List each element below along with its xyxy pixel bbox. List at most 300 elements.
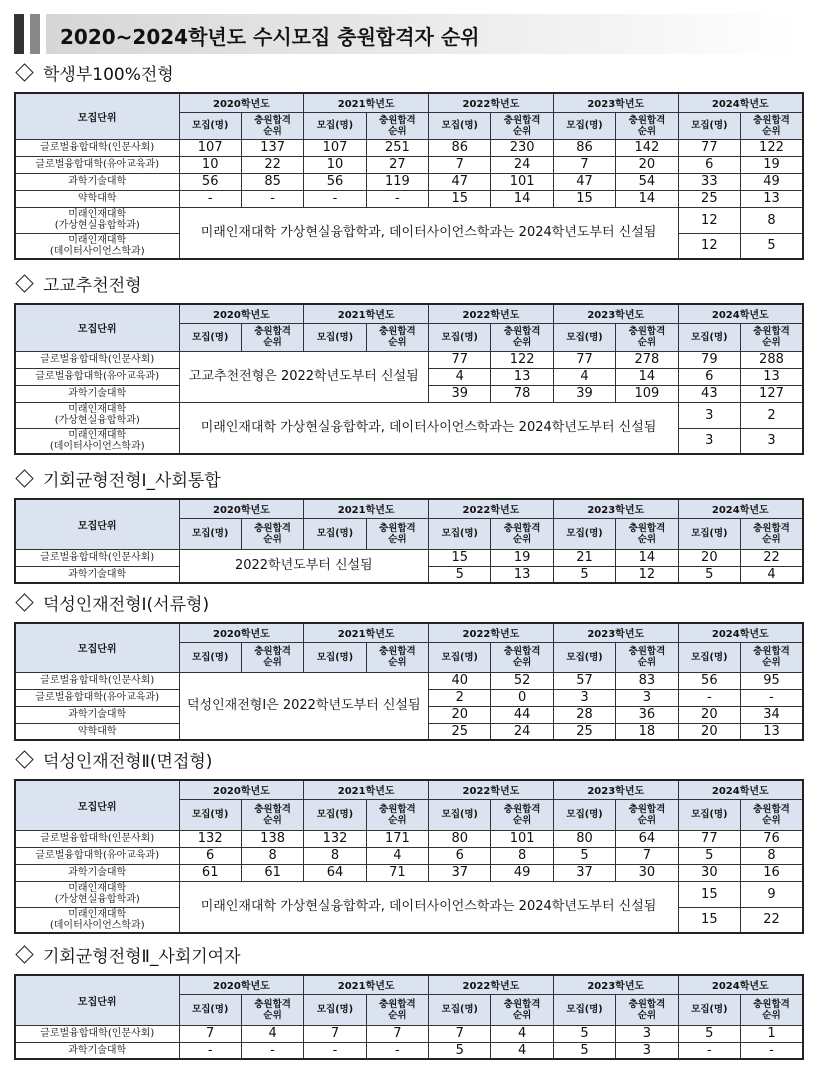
value-cell: -: [678, 1042, 740, 1059]
recruit-count-header: 모집(명): [304, 518, 366, 549]
value-cell: 5: [678, 1025, 740, 1042]
unit-header: 모집단위: [15, 93, 179, 139]
value-cell: 101: [491, 830, 553, 847]
value-cell: 7: [616, 847, 678, 864]
value-cell: 20: [678, 549, 740, 566]
value-cell: 12: [616, 566, 678, 583]
value-cell: 13: [741, 368, 803, 385]
value-cell: 77: [678, 139, 740, 156]
year-header: 2022학년도: [429, 780, 554, 799]
table-row: [15, 190, 803, 207]
row-label: 미래인재대학 (가상현실융합학과): [15, 402, 179, 428]
value-cell: 278: [616, 351, 678, 368]
table-row: [15, 672, 803, 689]
value-cell: 5: [553, 847, 615, 864]
value-cell: 12: [678, 233, 740, 259]
year-header: 2022학년도: [429, 623, 554, 642]
rank-header: 충원합격 순위: [491, 642, 553, 672]
value-cell: 77: [429, 351, 491, 368]
page-title-text: 2020~2024학년도 수시모집 충원합격자 순위: [60, 25, 480, 49]
recruit-count-header: 모집(명): [429, 994, 491, 1025]
value-cell: 132: [304, 830, 366, 847]
year-header: 2021학년도: [304, 499, 429, 518]
value-cell: 5: [678, 566, 740, 583]
recruit-count-header: 모집(명): [678, 112, 740, 139]
rank-header: 충원합격 순위: [741, 323, 803, 351]
value-cell: 61: [241, 864, 303, 881]
value-cell: 27: [366, 156, 428, 173]
value-cell: 47: [429, 173, 491, 190]
value-cell: 86: [429, 139, 491, 156]
value-cell: 12: [678, 207, 740, 233]
row-label: 약학대학: [15, 723, 179, 740]
value-cell: 15: [429, 549, 491, 566]
section-title-text: 기회균형전형Ⅱ_사회기여자: [43, 947, 241, 967]
recruit-count-header: 모집(명): [429, 642, 491, 672]
value-cell: 25: [429, 723, 491, 740]
value-cell: 5: [429, 566, 491, 583]
diamond-icon: [15, 274, 33, 292]
year-header: 2023학년도: [553, 93, 678, 112]
diamond-icon: [15, 750, 33, 768]
value-cell: 43: [678, 385, 740, 402]
diamond-icon: [15, 593, 33, 611]
note-cell: 고교추천전형은 2022학년도부터 신설됨: [179, 351, 429, 402]
note-cell: 미래인재대학 가상현실융합학과, 데이터사이언스학과는 2024학년도부터 신설됨: [179, 881, 678, 933]
value-cell: 8: [241, 847, 303, 864]
value-cell: 142: [616, 139, 678, 156]
rank-header: 충원합격 순위: [491, 518, 553, 549]
value-cell: 6: [429, 847, 491, 864]
value-cell: 3: [553, 689, 615, 706]
results-table: [14, 498, 804, 584]
rank-header: 충원합격 순위: [616, 112, 678, 139]
value-cell: 13: [491, 368, 553, 385]
value-cell: -: [241, 1042, 303, 1059]
header-row-years: [15, 975, 803, 994]
year-header: 2024학년도: [678, 780, 803, 799]
value-cell: 37: [429, 864, 491, 881]
value-cell: 7: [304, 1025, 366, 1042]
value-cell: 56: [179, 173, 241, 190]
unit-header: 모집단위: [15, 623, 179, 672]
recruit-count-header: 모집(명): [304, 994, 366, 1025]
rank-header: 충원합격 순위: [741, 994, 803, 1025]
value-cell: 3: [741, 428, 803, 454]
value-cell: -: [678, 689, 740, 706]
recruit-count-header: 모집(명): [553, 642, 615, 672]
value-cell: -: [741, 1042, 803, 1059]
value-cell: 5: [553, 566, 615, 583]
value-cell: 16: [741, 864, 803, 881]
note-cell: 덕성인재전형Ⅰ은 2022학년도부터 신설됨: [179, 672, 429, 740]
rank-header: 충원합격 순위: [491, 112, 553, 139]
row-label: 미래인재대학 (가상현실융합학과): [15, 207, 179, 233]
value-cell: 10: [179, 156, 241, 173]
value-cell: 7: [179, 1025, 241, 1042]
title-accent-bar-dark: [14, 14, 24, 54]
note-cell: 미래인재대학 가상현실융합학과, 데이터사이언스학과는 2024학년도부터 신설됨: [179, 207, 678, 259]
value-cell: 56: [304, 173, 366, 190]
value-cell: 119: [366, 173, 428, 190]
value-cell: 20: [616, 156, 678, 173]
value-cell: 3: [616, 689, 678, 706]
row-label: 과학기술대학: [15, 385, 179, 402]
header-row-years: [15, 304, 803, 323]
value-cell: 30: [678, 864, 740, 881]
value-cell: -: [241, 190, 303, 207]
value-cell: 9: [741, 881, 803, 907]
rank-header: 충원합격 순위: [741, 642, 803, 672]
section-title: [14, 275, 142, 297]
value-cell: 3: [678, 428, 740, 454]
value-cell: 20: [429, 706, 491, 723]
note-cell: 2022학년도부터 신설됨: [179, 549, 429, 583]
value-cell: 39: [429, 385, 491, 402]
rank-header: 충원합격 순위: [366, 518, 428, 549]
value-cell: 6: [678, 156, 740, 173]
row-label: 글로벌융합대학(유아교육과): [15, 156, 179, 173]
value-cell: 64: [616, 830, 678, 847]
value-cell: 25: [553, 723, 615, 740]
value-cell: 20: [678, 723, 740, 740]
year-header: 2023학년도: [553, 623, 678, 642]
year-header: 2022학년도: [429, 499, 554, 518]
value-cell: 122: [741, 139, 803, 156]
table-row: [15, 139, 803, 156]
recruit-count-header: 모집(명): [429, 799, 491, 830]
header-row-years: [15, 93, 803, 112]
value-cell: 5: [553, 1042, 615, 1059]
value-cell: 127: [741, 385, 803, 402]
rank-header: 충원합격 순위: [366, 642, 428, 672]
recruit-count-header: 모집(명): [553, 323, 615, 351]
value-cell: 7: [553, 156, 615, 173]
results-table: [14, 974, 804, 1060]
row-label: 글로벌융합대학(유아교육과): [15, 368, 179, 385]
value-cell: 86: [553, 139, 615, 156]
table-row: [15, 847, 803, 864]
value-cell: -: [366, 190, 428, 207]
row-label: 과학기술대학: [15, 864, 179, 881]
value-cell: 14: [616, 190, 678, 207]
value-cell: 10: [304, 156, 366, 173]
value-cell: 39: [553, 385, 615, 402]
row-label: 과학기술대학: [15, 566, 179, 583]
recruit-count-header: 모집(명): [304, 642, 366, 672]
rank-header: 충원합격 순위: [491, 994, 553, 1025]
value-cell: 34: [741, 706, 803, 723]
row-label: 글로벌융합대학(인문사회): [15, 549, 179, 566]
value-cell: 3: [678, 402, 740, 428]
recruit-count-header: 모집(명): [678, 518, 740, 549]
table-row: [15, 549, 803, 566]
section-title-text: 고교추천전형: [43, 276, 142, 296]
year-header: 2020학년도: [179, 623, 304, 642]
value-cell: 14: [491, 190, 553, 207]
year-header: 2021학년도: [304, 304, 429, 323]
value-cell: 7: [429, 1025, 491, 1042]
year-header: 2021학년도: [304, 975, 429, 994]
rank-header: 충원합격 순위: [241, 994, 303, 1025]
table-row: [15, 1042, 803, 1059]
value-cell: -: [741, 689, 803, 706]
value-cell: 19: [491, 549, 553, 566]
value-cell: 15: [678, 881, 740, 907]
section-title: [14, 946, 241, 968]
recruit-count-header: 모집(명): [179, 323, 241, 351]
recruit-count-header: 모집(명): [179, 994, 241, 1025]
year-header: 2021학년도: [304, 623, 429, 642]
rank-header: 충원합격 순위: [491, 799, 553, 830]
recruit-count-header: 모집(명): [678, 799, 740, 830]
rank-header: 충원합격 순위: [366, 994, 428, 1025]
title-accent-bar-light: [30, 14, 40, 54]
value-cell: 77: [553, 351, 615, 368]
value-cell: 56: [678, 672, 740, 689]
value-cell: 36: [616, 706, 678, 723]
value-cell: 138: [241, 830, 303, 847]
table-row: [15, 173, 803, 190]
header-row-years: [15, 499, 803, 518]
value-cell: 47: [553, 173, 615, 190]
recruit-count-header: 모집(명): [304, 323, 366, 351]
rank-header: 충원합격 순위: [241, 799, 303, 830]
year-header: 2021학년도: [304, 93, 429, 112]
year-header: 2024학년도: [678, 975, 803, 994]
header-row-years: [15, 623, 803, 642]
recruit-count-header: 모집(명): [678, 994, 740, 1025]
header-row-years: [15, 780, 803, 799]
unit-header: 모집단위: [15, 499, 179, 549]
year-header: 2020학년도: [179, 975, 304, 994]
value-cell: 8: [491, 847, 553, 864]
unit-header: 모집단위: [15, 780, 179, 830]
section-title-text: 학생부100%전형: [43, 65, 174, 85]
year-header: 2022학년도: [429, 93, 554, 112]
row-label: 과학기술대학: [15, 173, 179, 190]
value-cell: 4: [553, 368, 615, 385]
value-cell: 83: [616, 672, 678, 689]
value-cell: 251: [366, 139, 428, 156]
value-cell: 109: [616, 385, 678, 402]
year-header: 2023학년도: [553, 304, 678, 323]
rank-header: 충원합격 순위: [616, 994, 678, 1025]
value-cell: -: [366, 1042, 428, 1059]
recruit-count-header: 모집(명): [429, 323, 491, 351]
value-cell: 230: [491, 139, 553, 156]
unit-header: 모집단위: [15, 304, 179, 351]
year-header: 2020학년도: [179, 780, 304, 799]
page-title: [14, 14, 800, 54]
value-cell: 107: [179, 139, 241, 156]
recruit-count-header: 모집(명): [678, 323, 740, 351]
table-row: [15, 1025, 803, 1042]
row-label: 과학기술대학: [15, 706, 179, 723]
table-row: [15, 864, 803, 881]
results-table: [14, 92, 804, 260]
diamond-icon: [15, 469, 33, 487]
year-header: 2023학년도: [553, 780, 678, 799]
value-cell: 4: [429, 368, 491, 385]
value-cell: 132: [179, 830, 241, 847]
value-cell: 3: [616, 1025, 678, 1042]
value-cell: 2: [429, 689, 491, 706]
unit-header: 모집단위: [15, 975, 179, 1025]
recruit-count-header: 모집(명): [179, 799, 241, 830]
value-cell: 1: [741, 1025, 803, 1042]
rank-header: 충원합격 순위: [241, 323, 303, 351]
year-header: 2020학년도: [179, 93, 304, 112]
value-cell: 64: [304, 864, 366, 881]
table-row: [15, 156, 803, 173]
value-cell: 33: [678, 173, 740, 190]
value-cell: -: [179, 190, 241, 207]
value-cell: 20: [678, 706, 740, 723]
row-label: 글로벌융합대학(인문사회): [15, 1025, 179, 1042]
diamond-icon: [15, 63, 33, 81]
section-title-text: 덕성인재전형Ⅱ(면접형): [43, 752, 213, 772]
value-cell: 18: [616, 723, 678, 740]
value-cell: 107: [304, 139, 366, 156]
section-title: [14, 751, 212, 773]
rank-header: 충원합격 순위: [616, 642, 678, 672]
row-label: 글로벌융합대학(인문사회): [15, 830, 179, 847]
value-cell: 24: [491, 156, 553, 173]
value-cell: 137: [241, 139, 303, 156]
value-cell: 14: [616, 368, 678, 385]
section-title-text: 기회균형전형Ⅰ_사회통합: [43, 471, 221, 491]
value-cell: 2: [741, 402, 803, 428]
value-cell: 44: [491, 706, 553, 723]
note-cell: 미래인재대학 가상현실융합학과, 데이터사이언스학과는 2024학년도부터 신설됨: [179, 402, 678, 454]
value-cell: 54: [616, 173, 678, 190]
year-header: 2021학년도: [304, 780, 429, 799]
table-row: [15, 351, 803, 368]
value-cell: -: [304, 1042, 366, 1059]
value-cell: 25: [678, 190, 740, 207]
rank-header: 충원합격 순위: [616, 799, 678, 830]
value-cell: 122: [491, 351, 553, 368]
row-label: 글로벌융합대학(유아교육과): [15, 847, 179, 864]
value-cell: 7: [366, 1025, 428, 1042]
value-cell: 80: [429, 830, 491, 847]
value-cell: 5: [678, 847, 740, 864]
value-cell: 79: [678, 351, 740, 368]
value-cell: 14: [616, 549, 678, 566]
value-cell: 4: [741, 566, 803, 583]
value-cell: 5: [553, 1025, 615, 1042]
recruit-count-header: 모집(명): [304, 112, 366, 139]
year-header: 2024학년도: [678, 499, 803, 518]
recruit-count-header: 모집(명): [179, 518, 241, 549]
value-cell: 19: [741, 156, 803, 173]
row-label: 약학대학: [15, 190, 179, 207]
value-cell: 49: [741, 173, 803, 190]
recruit-count-header: 모집(명): [429, 518, 491, 549]
value-cell: 8: [741, 847, 803, 864]
rank-header: 충원합격 순위: [616, 518, 678, 549]
recruit-count-header: 모집(명): [678, 642, 740, 672]
section-title: [14, 470, 221, 492]
value-cell: 85: [241, 173, 303, 190]
value-cell: 6: [179, 847, 241, 864]
year-header: 2022학년도: [429, 304, 554, 323]
row-label: 미래인재대학 (데이터사이언스학과): [15, 233, 179, 259]
section-title-text: 덕성인재전형Ⅰ(서류형): [43, 595, 210, 615]
value-cell: 4: [241, 1025, 303, 1042]
results-table: [14, 303, 804, 455]
value-cell: 5: [429, 1042, 491, 1059]
recruit-count-header: 모집(명): [553, 799, 615, 830]
row-label: 과학기술대학: [15, 1042, 179, 1059]
row-label: 미래인재대학 (가상현실융합학과): [15, 881, 179, 907]
results-table: [14, 622, 804, 741]
value-cell: 13: [741, 723, 803, 740]
year-header: 2020학년도: [179, 499, 304, 518]
recruit-count-header: 모집(명): [553, 518, 615, 549]
value-cell: 76: [741, 830, 803, 847]
recruit-count-header: 모집(명): [304, 799, 366, 830]
value-cell: 80: [553, 830, 615, 847]
value-cell: 24: [491, 723, 553, 740]
value-cell: 71: [366, 864, 428, 881]
year-header: 2023학년도: [553, 499, 678, 518]
recruit-count-header: 모집(명): [553, 994, 615, 1025]
value-cell: -: [179, 1042, 241, 1059]
row-label: 글로벌융합대학(인문사회): [15, 139, 179, 156]
results-table: [14, 779, 804, 934]
value-cell: 4: [491, 1042, 553, 1059]
table-row: [15, 207, 803, 233]
value-cell: 4: [491, 1025, 553, 1042]
value-cell: 101: [491, 173, 553, 190]
value-cell: 52: [491, 672, 553, 689]
value-cell: 4: [366, 847, 428, 864]
value-cell: 15: [678, 907, 740, 933]
value-cell: 288: [741, 351, 803, 368]
rank-header: 충원합격 순위: [366, 323, 428, 351]
rank-header: 충원합격 순위: [241, 642, 303, 672]
section-title: [14, 64, 174, 86]
value-cell: 40: [429, 672, 491, 689]
value-cell: 13: [741, 190, 803, 207]
section-title: [14, 594, 209, 616]
year-header: 2023학년도: [553, 975, 678, 994]
value-cell: 22: [241, 156, 303, 173]
value-cell: 61: [179, 864, 241, 881]
value-cell: 28: [553, 706, 615, 723]
row-label: 글로벌융합대학(인문사회): [15, 672, 179, 689]
value-cell: 7: [429, 156, 491, 173]
value-cell: 49: [491, 864, 553, 881]
year-header: 2024학년도: [678, 304, 803, 323]
recruit-count-header: 모집(명): [179, 642, 241, 672]
value-cell: 57: [553, 672, 615, 689]
recruit-count-header: 모집(명): [553, 112, 615, 139]
value-cell: 95: [741, 672, 803, 689]
rank-header: 충원합격 순위: [366, 112, 428, 139]
recruit-count-header: 모집(명): [179, 112, 241, 139]
rank-header: 충원합격 순위: [741, 799, 803, 830]
value-cell: 8: [304, 847, 366, 864]
rank-header: 충원합격 순위: [366, 799, 428, 830]
value-cell: 37: [553, 864, 615, 881]
value-cell: 21: [553, 549, 615, 566]
year-header: 2022학년도: [429, 975, 554, 994]
value-cell: 15: [429, 190, 491, 207]
rank-header: 충원합격 순위: [241, 112, 303, 139]
